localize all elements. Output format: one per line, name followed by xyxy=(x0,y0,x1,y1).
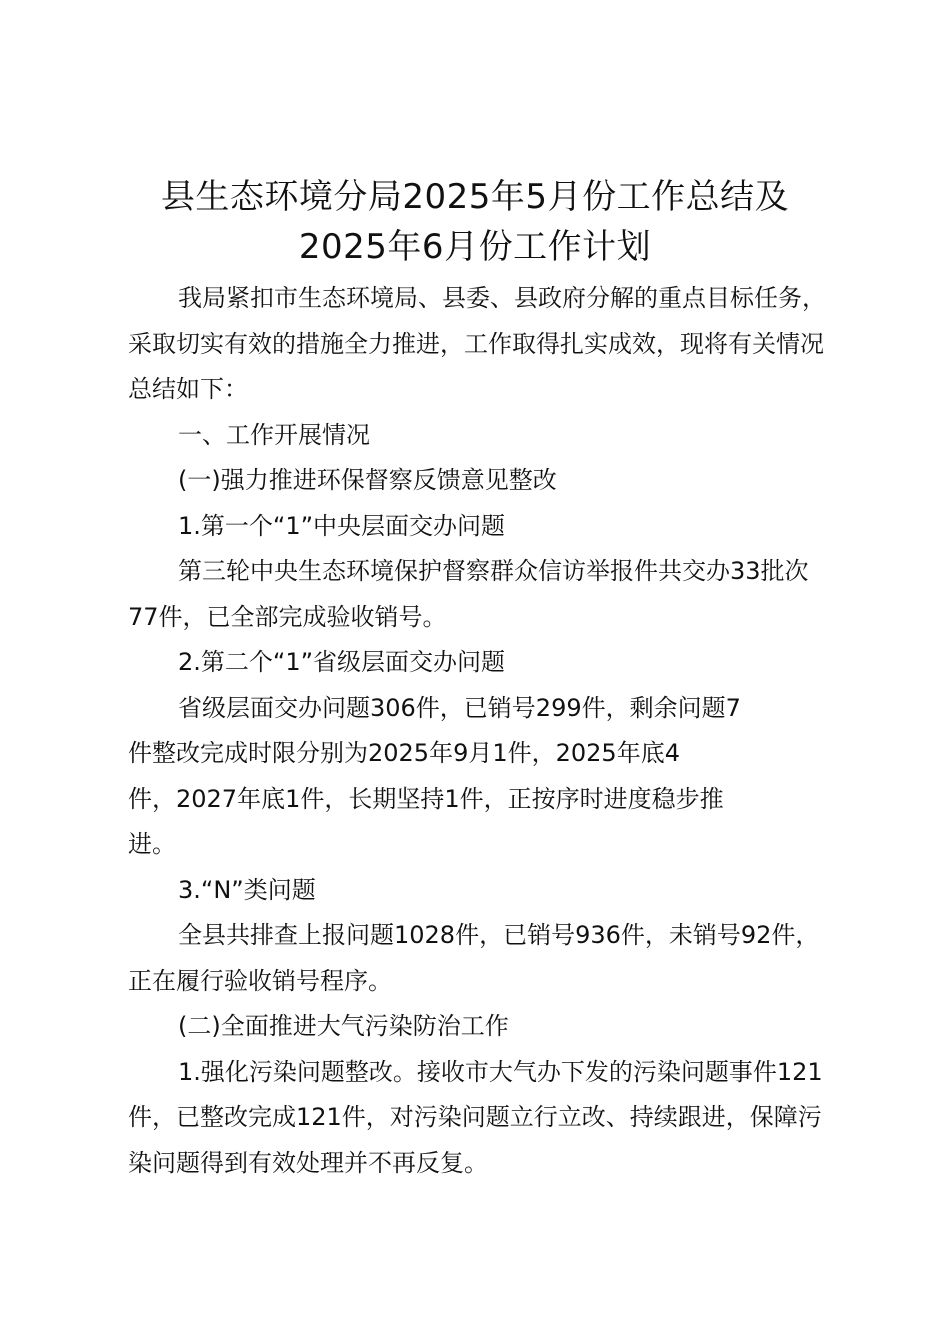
title-line-1: 县生态环境分局2025年5月份工作总结及 xyxy=(160,177,790,217)
item-paragraph-2 xyxy=(128,686,828,868)
item-paragraph-2-line-3: 件，2027年底1件，长期坚持1件，正按序时进度稳步推 xyxy=(128,784,724,813)
subsection-2-item-1: 1.强化污染问题整改。接收市大气办下发的污染问题事件121件，已整改完成121件，对污染问题立行立改、持续跟进，保障污染问题得到有效处理并不再反复。 xyxy=(128,1057,823,1177)
item-paragraph-3: 全县共排查上报问题1028件，已销号936件，未销号92件，正在履行验收销号程序。 xyxy=(128,921,820,995)
title-line-2: 2025年6月份工作计划 xyxy=(298,227,652,267)
item-paragraph-1: 第三轮中央生态环境保护督察群众信访举报件共交办33批次77件，已全部完成验收销号。 xyxy=(128,557,809,631)
subsection-heading-1: (一)强力推进环保督察反馈意见整改 xyxy=(178,466,557,494)
item-heading-1: 1.第一个“1”中央层面交办问题 xyxy=(178,511,506,540)
item-paragraph-2-line-4: 进。 xyxy=(128,830,176,858)
subsection-heading-2: (二)全面推进大气污染防治工作 xyxy=(178,1012,509,1040)
section-heading-1: 一、工作开展情况 xyxy=(178,420,370,449)
item-paragraph-2-line-2: 件整改完成时限分别为2025年9月1件，2025年底4 xyxy=(128,739,680,767)
intro-paragraph: 我局紧扣市生态环境局、县委、县政府分解的重点目标任务，采取切实有效的措施全力推进，工作取得扎实成效，现将有关情况总结如下： xyxy=(128,284,826,403)
item-paragraph-2-line-1: 省级层面交办问题306件，已销号299件，剩余问题7 xyxy=(178,693,741,722)
item-heading-2: 2.第二个“1”省级层面交办问题 xyxy=(178,648,506,676)
item-heading-3: 3.“N”类问题 xyxy=(178,875,316,904)
document-title xyxy=(120,172,830,272)
document-body xyxy=(128,276,828,1186)
